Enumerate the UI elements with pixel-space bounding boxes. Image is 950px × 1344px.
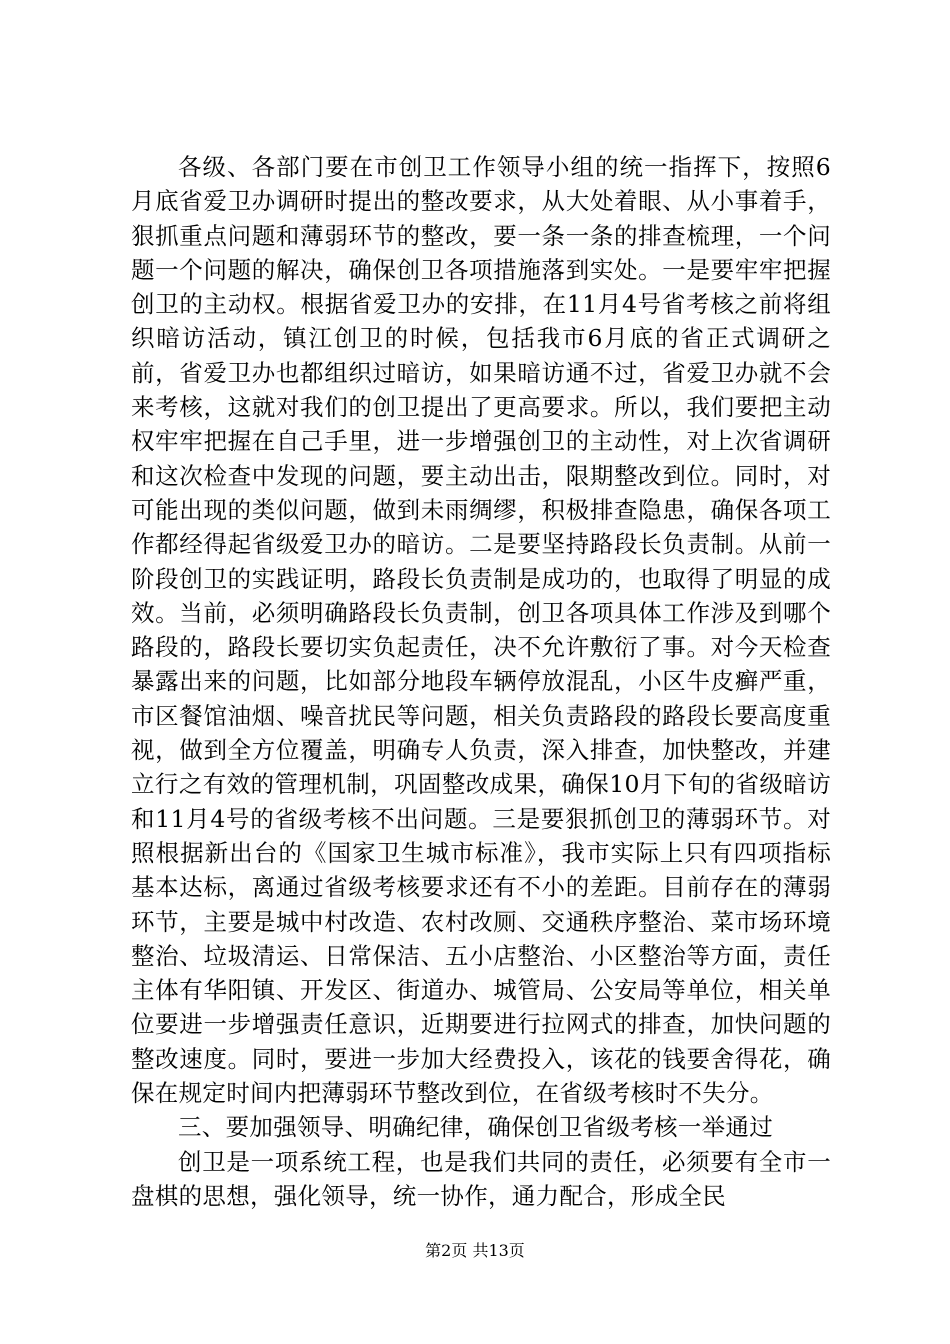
paragraph-main: 各级、各部门要在市创卫工作领导小组的统一指挥下，按照6月底省爱卫办调研时提出的整改要求，从大处着眼、从小事着手，狠抓重点问题和薄弱环节的整改，要一条一条的排查梳理，一个问题一个问题的解决，确保创卫各项措施落到实处。一是要牢牢把握创卫的主动权。根据省爱卫办的安排，在11月4号省考核之前将组织暗访活动，镇江创卫的时候，包括我市6月底的省正式调研之前，省爱卫办也都组织过暗访，如果暗访通不过，省爱卫办就不会来考核，这就对我们的创卫提出了更高要求。所以，我们要把主动权牢牢把握在自己手里，进一步增强创卫的主动性，对上次省调研和这次检查中发现的问题，要主动出击，限期整改到位。同时，对可能出现的类似问题，做到未雨绸缪，积极排查隐患，确保各项工作都经得起省级爱卫办的暗访。二是要坚持路段长负责制。从前一阶段创卫的实践证明，路段长负责制是成功的，也取得了明显的成效。当前，必须明确路段长负责制，创卫各项具体工作涉及到哪个路段的，路段长要切实负起责任，决不允许敷衍了事。对今天检查暴露出来的问题，比如部分地段车辆停放混乱，小区牛皮癣严重，市区餐馆油烟、噪音扰民等问题，相关负责路段的路段长要高度重视，做到全方位覆盖，明确专人负责，深入排查，加快整改，并建立行之有效的管理机制，巩固整改成果，确保10月下旬的省级暗访和11月4号的省级考核不出问题。三是要狠抓创卫的薄弱环节。对照根据新出台的《国家卫生城市标准》，我市实际上只有四项指标基本达标，离通过省级考核要求还有不小的差距。目前存在的薄弱环节，主要是城中村改造、农村改厕、交通秩序整治、菜市场环境整治、垃圾清运、日常保洁、五小店整治、小区整治等方面，责任主体有华阳镇、开发区、街道办、城管局、公安局等单位，相关单位要进一步增强责任意识，近期要进行拉网式的排查，加快问题的整改速度。同时，要进一步加大经费投入，该花的钱要舍得花，确保在规定时间内把薄弱环节整改到位，在省级考核时不失分。 [131, 153, 831, 1108]
page-number-footer: 第2页 共13页 [425, 1241, 525, 1260]
paragraph-section-three: 创卫是一项系统工程，也是我们共同的责任，必须要有全市一盘棋的思想，强化领导，统一协作，通力配合，形成全民 [131, 1147, 831, 1210]
section-heading: 三、要加强领导、明确纪律，确保创卫省级考核一举通过 [178, 1113, 773, 1142]
document-body [131, 150, 831, 1213]
